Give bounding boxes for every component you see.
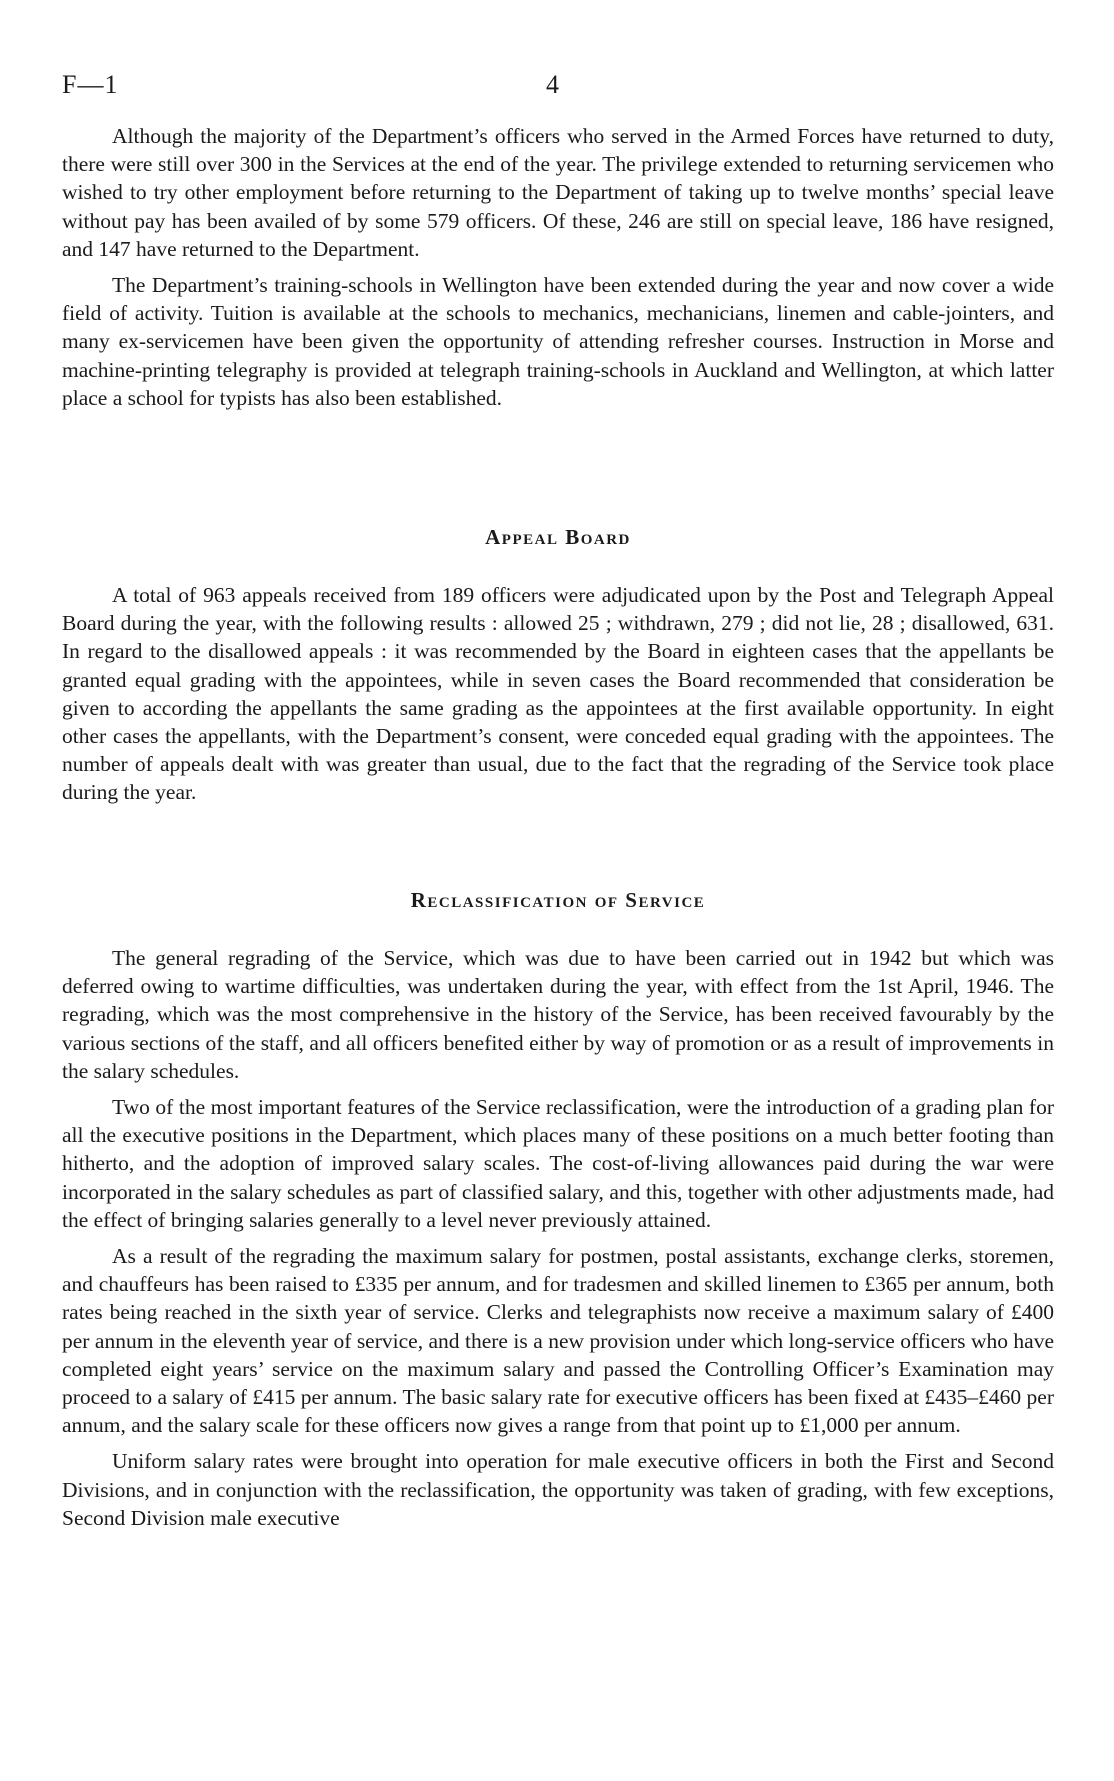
reclassification-paragraph-1: The general regrading of the Service, which was due to have been carried out in 1942 but which was deferred owing to wartime difficulties, was undertaken during the year, with effect from the 1st April, 1946. The regrading, which was the most comprehensive in the history of the Service, has been received favourably by the various sections of the staff, and all officers benefited either by way of promotion or as a result of improvements in the salary schedules. [62,946,1054,1083]
intro-section [62,122,1054,412]
appeal-board-section [62,523,1054,807]
reclassification-paragraph-3: As a result of the regrading the maximum salary for postmen, postal assistants, exchange clerks, storemen, and chauffeurs has been raised to £335 per annum, and for tradesmen and skilled linemen to £365 per annum, both rates being reached in the sixth year of service. Clerks and telegraphists now receive a maximum salary of £400 per annum in the eleventh year of service, and there is a new provision under which long-service officers who have completed eight years’ service on the maximum salary and passed the Controlling Officer’s Examination may proceed to a salary of £415 per annum. The basic salary rate for executive officers has been fixed at £435–£460 per annum, and the salary scale for these officers now gives a range from that point up to £1,000 per annum. [62,1244,1055,1438]
appeal-board-paragraph-1: A total of 963 appeals received from 189 officers were adjudicated upon by the Post and Telegraph Appeal Board during the year, with the following results : allowed 25 ; withdrawn, 279 ; did not lie, 28 ; disallowed, 631. In regard to the disallowed appeals : it was recommended by the Board in eighteen cases that the appellants be granted equal grading with the appointees, while in seven cases the Board recommended that consideration be given to according the appellants the same grading as the appointees at the first available opportunity. In eight other cases the appellants, with the Department’s consent, were conceded equal grading with the appointees. The number of appeals dealt with was greater than usual, due to the fact that the regrading of the Service took place during the year. [62,583,1054,805]
page-number: 4 [546,70,559,99]
reclassification-paragraph-4: Uniform salary rates were brought into operation for male executive officers in both the First and Second Divisions, and in conjunction with the reclassification, the opportunity was taken of grading, with few exceptions, Second Division male executive [62,1449,1054,1530]
intro-paragraph-1: Although the majority of the Department’s officers who served in the Armed Forces have returned to duty, there were still over 300 in the Services at the end of the year. The privilege extended to returning servicemen who wished to try other employment before returning to the Department of taking up to twelve months’ special leave without pay has been availed of by some 579 officers. Of these, 246 are still on special leave, 186 have resigned, and 147 have returned to the Department. [62,124,1054,261]
parliamentary-paper-reference: F—1 [62,70,119,99]
reclassification-section [62,886,1054,1532]
reclassification-paragraph-2: Two of the most important features of the Service reclassification, were the introduction of a grading plan for all the executive positions in the Department, which places many of these positions on a much better footing than hitherto, and the adoption of improved salary scales. The cost-of-living allowances paid during the war were incorporated in the salary schedules as part of classified salary, and this, together with other adjustments made, had the effect of bringing salaries generally to a level never previously attained. [62,1095,1054,1232]
document-page [62,0,1055,1530]
page-header [62,0,1054,100]
intro-paragraph-2: The Department’s training-schools in Wellington have been extended during the year and now cover a wide field of activity. Tuition is available at the schools to mechanics, mechanicians, linemen and cable-jointers, and many ex-servicemen have been given the opportunity of attending refresher courses. Instruction in Morse and machine-printing telegraphy is provided at telegraph training-schools in Auckland and Wellington, at which latter place a school for typists has also been established. [62,273,1054,410]
appeal-board-heading: Appeal Board [485,525,631,549]
reclassification-heading: Reclassification of Service [410,888,706,912]
